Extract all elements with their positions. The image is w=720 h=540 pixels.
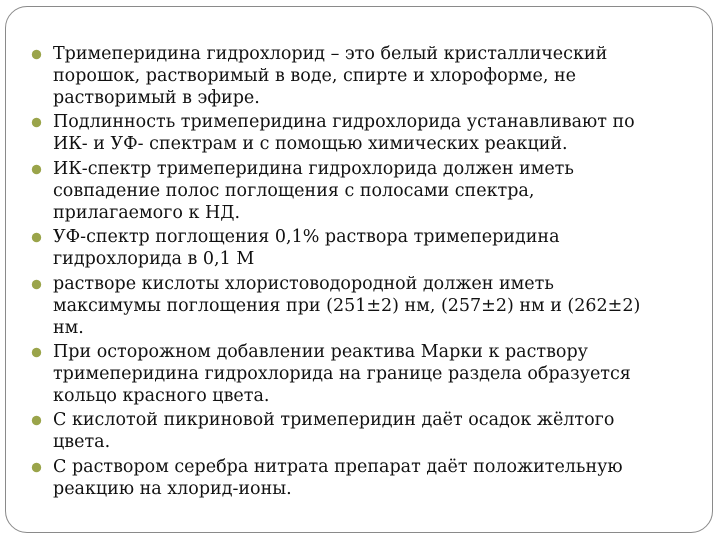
bullet-item [30, 111, 702, 155]
bullet-line: прилагаемого к НД. [53, 202, 241, 223]
bullet-line: кольцо красного цвета. [53, 385, 270, 406]
bullet-icon [31, 462, 42, 473]
bullet-line: максимумы поглощения при (251±2) нм, (257±2) нм и (262±2) [53, 295, 641, 316]
bullet-icon [31, 415, 42, 426]
bullet-list [30, 43, 702, 502]
bullet-line: ИК-спектр тримеперидина гидрохлорида должен иметь [53, 158, 574, 179]
bullet-icon [31, 347, 42, 358]
bullet-line: С раствором серебра нитрата препарат даёт положительную [53, 456, 623, 477]
bullet-line: реакцию на хлорид-ионы. [53, 478, 292, 499]
bullet-line: растворимый в эфире. [53, 88, 260, 108]
bullet-item [30, 226, 702, 270]
bullet-line: ИК- и УФ- спектрам и с помощью химических реакций. [53, 134, 568, 155]
bullet-line: нм. [53, 317, 84, 338]
bullet-icon [31, 279, 42, 290]
bullet-line: совпадение полос поглощения с полосами спектра, [53, 180, 535, 201]
bullet-item [30, 341, 702, 407]
bullet-icon [31, 49, 42, 60]
bullet-icon [31, 117, 42, 128]
bullet-line: При осторожном добавлении реактива Марки к раствору [53, 341, 588, 362]
bullet-line: гидрохлорида в 0,1 М [53, 249, 255, 270]
bullet-icon [31, 164, 42, 175]
bullet-item [30, 43, 702, 109]
bullet-line: УФ-спектр поглощения 0,1% раствора тримеперидина [53, 227, 560, 248]
bullet-item [30, 409, 702, 453]
bullet-line: тримеперидина гидрохлорида на границе раздела образуется [53, 363, 631, 384]
bullet-line: Подлинность тримеперидина гидрохлорида устанавливают по [53, 112, 635, 133]
bullet-line: порошок, растворимый в воде, спирте и хлороформе, не [53, 66, 576, 86]
bullet-item [30, 456, 702, 500]
bullet-item [30, 158, 702, 224]
bullet-icon [31, 232, 42, 243]
bullet-item [30, 273, 702, 339]
bullet-line: Тримеперидина гидрохлорид – это белый кристаллический [53, 44, 608, 64]
slide-frame [5, 6, 713, 533]
bullet-line: цвета. [53, 432, 111, 453]
bullet-line: растворе кислоты хлористоводородной должен иметь [53, 273, 554, 294]
bullet-line: С кислотой пикриновой тримеперидин даёт осадок жёлтого [53, 410, 615, 431]
